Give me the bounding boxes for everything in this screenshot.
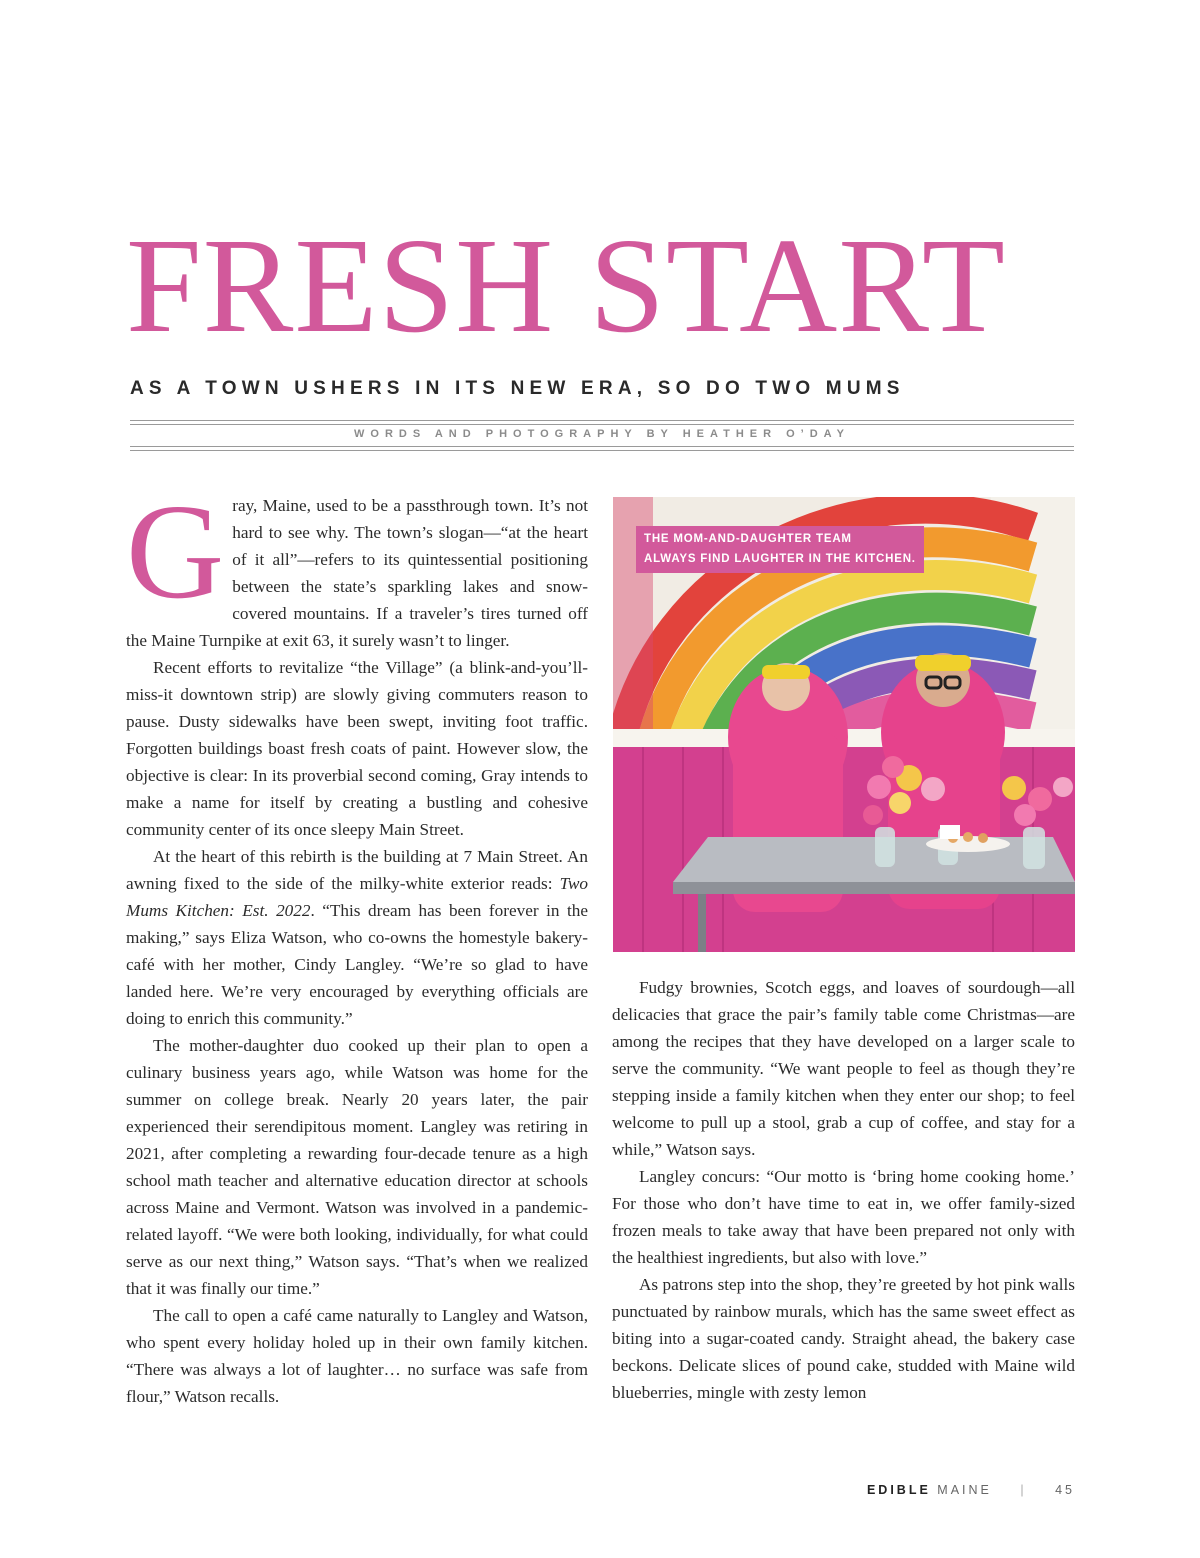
drop-cap: G — [126, 477, 225, 627]
bottom-rule-inner — [130, 450, 1074, 451]
article-left-column — [126, 477, 588, 1410]
footer-separator: | — [1020, 1483, 1027, 1497]
paragraph-3-quote: . “This dream has been forever in the making,” says Eliza Watson, who co-owns the homestyle bakery-café with her mother, Cindy Langley. “We’re so glad to have landed here. We’re very encouraged by everything officials are doing to enrich this community.” — [126, 901, 588, 1028]
bottom-rule — [130, 446, 1074, 447]
paragraph-1-text: ray, Maine, used to be a passthrough town. It’s not hard to see why. The town’s slogan—“at the heart of it all”—refers to its quintessential positioning between the state’s sparkling lakes and snow-covered mountains. If a traveler’s tires turned off the Maine Turnpike at exit 63, it surely wasn’t to linger. — [126, 496, 588, 650]
paragraph-2: Recent efforts to revitalize “the Village” (a blink-and-you’ll-miss-it downtown strip) are slowly giving commuters reason to pause. Dusty sidewalks have been swept, inviting foot traffic. Forgotten buildings boast fresh coats of paint. However slow, the objective is clear: In its proverbial second coming, Gray intends to make a name for itself by creating a bustling and cohesive community center of its once sleepy Main Street. — [126, 658, 588, 839]
paragraph-1 — [126, 477, 588, 654]
byline: WORDS AND PHOTOGRAPHY BY HEATHER O’DAY — [354, 428, 850, 440]
paragraph-3-text: At the heart of this rebirth is the building at 7 Main Street. An awning fixed to the side of the milky-white exterior reads: — [126, 847, 588, 893]
awning-name: Two Mums Kitchen: Est. 2022 — [126, 874, 588, 920]
paragraph-6: Fudgy brownies, Scotch eggs, and loaves of sourdough—all delicacies that grace the pair’s family table come Christmas—are among the recipes that they have developed on a larger scale to serve the community. “We want people to feel as though they’re stepping inside a family kitchen when they enter our shop; to feel welcome to pull up a stool, grab a cup of coffee, and stay for a while,” Watson says. — [612, 978, 1075, 1159]
paragraph-8: As patrons step into the shop, they’re greeted by hot pink walls punctuated by rainbow murals, which has the same sweet effect as biting into a sugar-coated candy. Straight ahead, the bakery case beckons. Delicate slices of pound cake, studded with Maine wild blueberries, mingle with zesty lemon — [612, 1275, 1075, 1402]
paragraph-3 — [126, 843, 588, 1032]
paragraph-7: Langley concurs: “Our motto is ‘bring home cooking home.’ For those who don’t have time to eat in, we offer family-sized frozen meals to take away that have been prepared not only with the healthiest ingredients, but also with love.” — [612, 1167, 1075, 1267]
caption-line-1: THE MOM-AND-DAUGHTER TEAM — [644, 533, 852, 545]
page-number: 45 — [1055, 1483, 1075, 1497]
headline: FRESH START — [126, 211, 1006, 361]
photo-caption — [636, 526, 924, 573]
deck-subtitle: AS A TOWN USHERS IN ITS NEW ERA, SO DO TWO MUMS — [130, 378, 905, 399]
page-footer — [760, 1483, 1075, 1497]
paragraph-4: The mother-daughter duo cooked up their plan to open a culinary business years ago, while Watson was home for the summer on college break. Nearly 20 years later, the pair experienced their serendipitous moment. Langley was retiring in 2021, after completing a rewarding four-decade tenure as a high school math teacher and alternative education director at schools across Maine and Vermont. Watson was involved in a pandemic-related layoff. “We were both looking, individually, for what could serve as our next thing,” Watson says. “That’s when we realized that it was finally our time.” — [126, 1036, 588, 1298]
article-right-column — [612, 974, 1075, 1406]
footer-magazine-light: MAINE — [937, 1483, 992, 1497]
footer-magazine-bold: EDIBLE — [866, 1483, 931, 1497]
caption-line-2: ALWAYS FIND LAUGHTER IN THE KITCHEN. — [644, 553, 916, 565]
top-rule — [130, 420, 1074, 421]
paragraph-5: The call to open a café came naturally to Langley and Watson, who spent every holiday holed up in their own family kitchen. “There was always a lot of laughter… no surface was safe from flour,” Watson recalls. — [126, 1306, 588, 1406]
top-rule-inner — [130, 424, 1074, 425]
